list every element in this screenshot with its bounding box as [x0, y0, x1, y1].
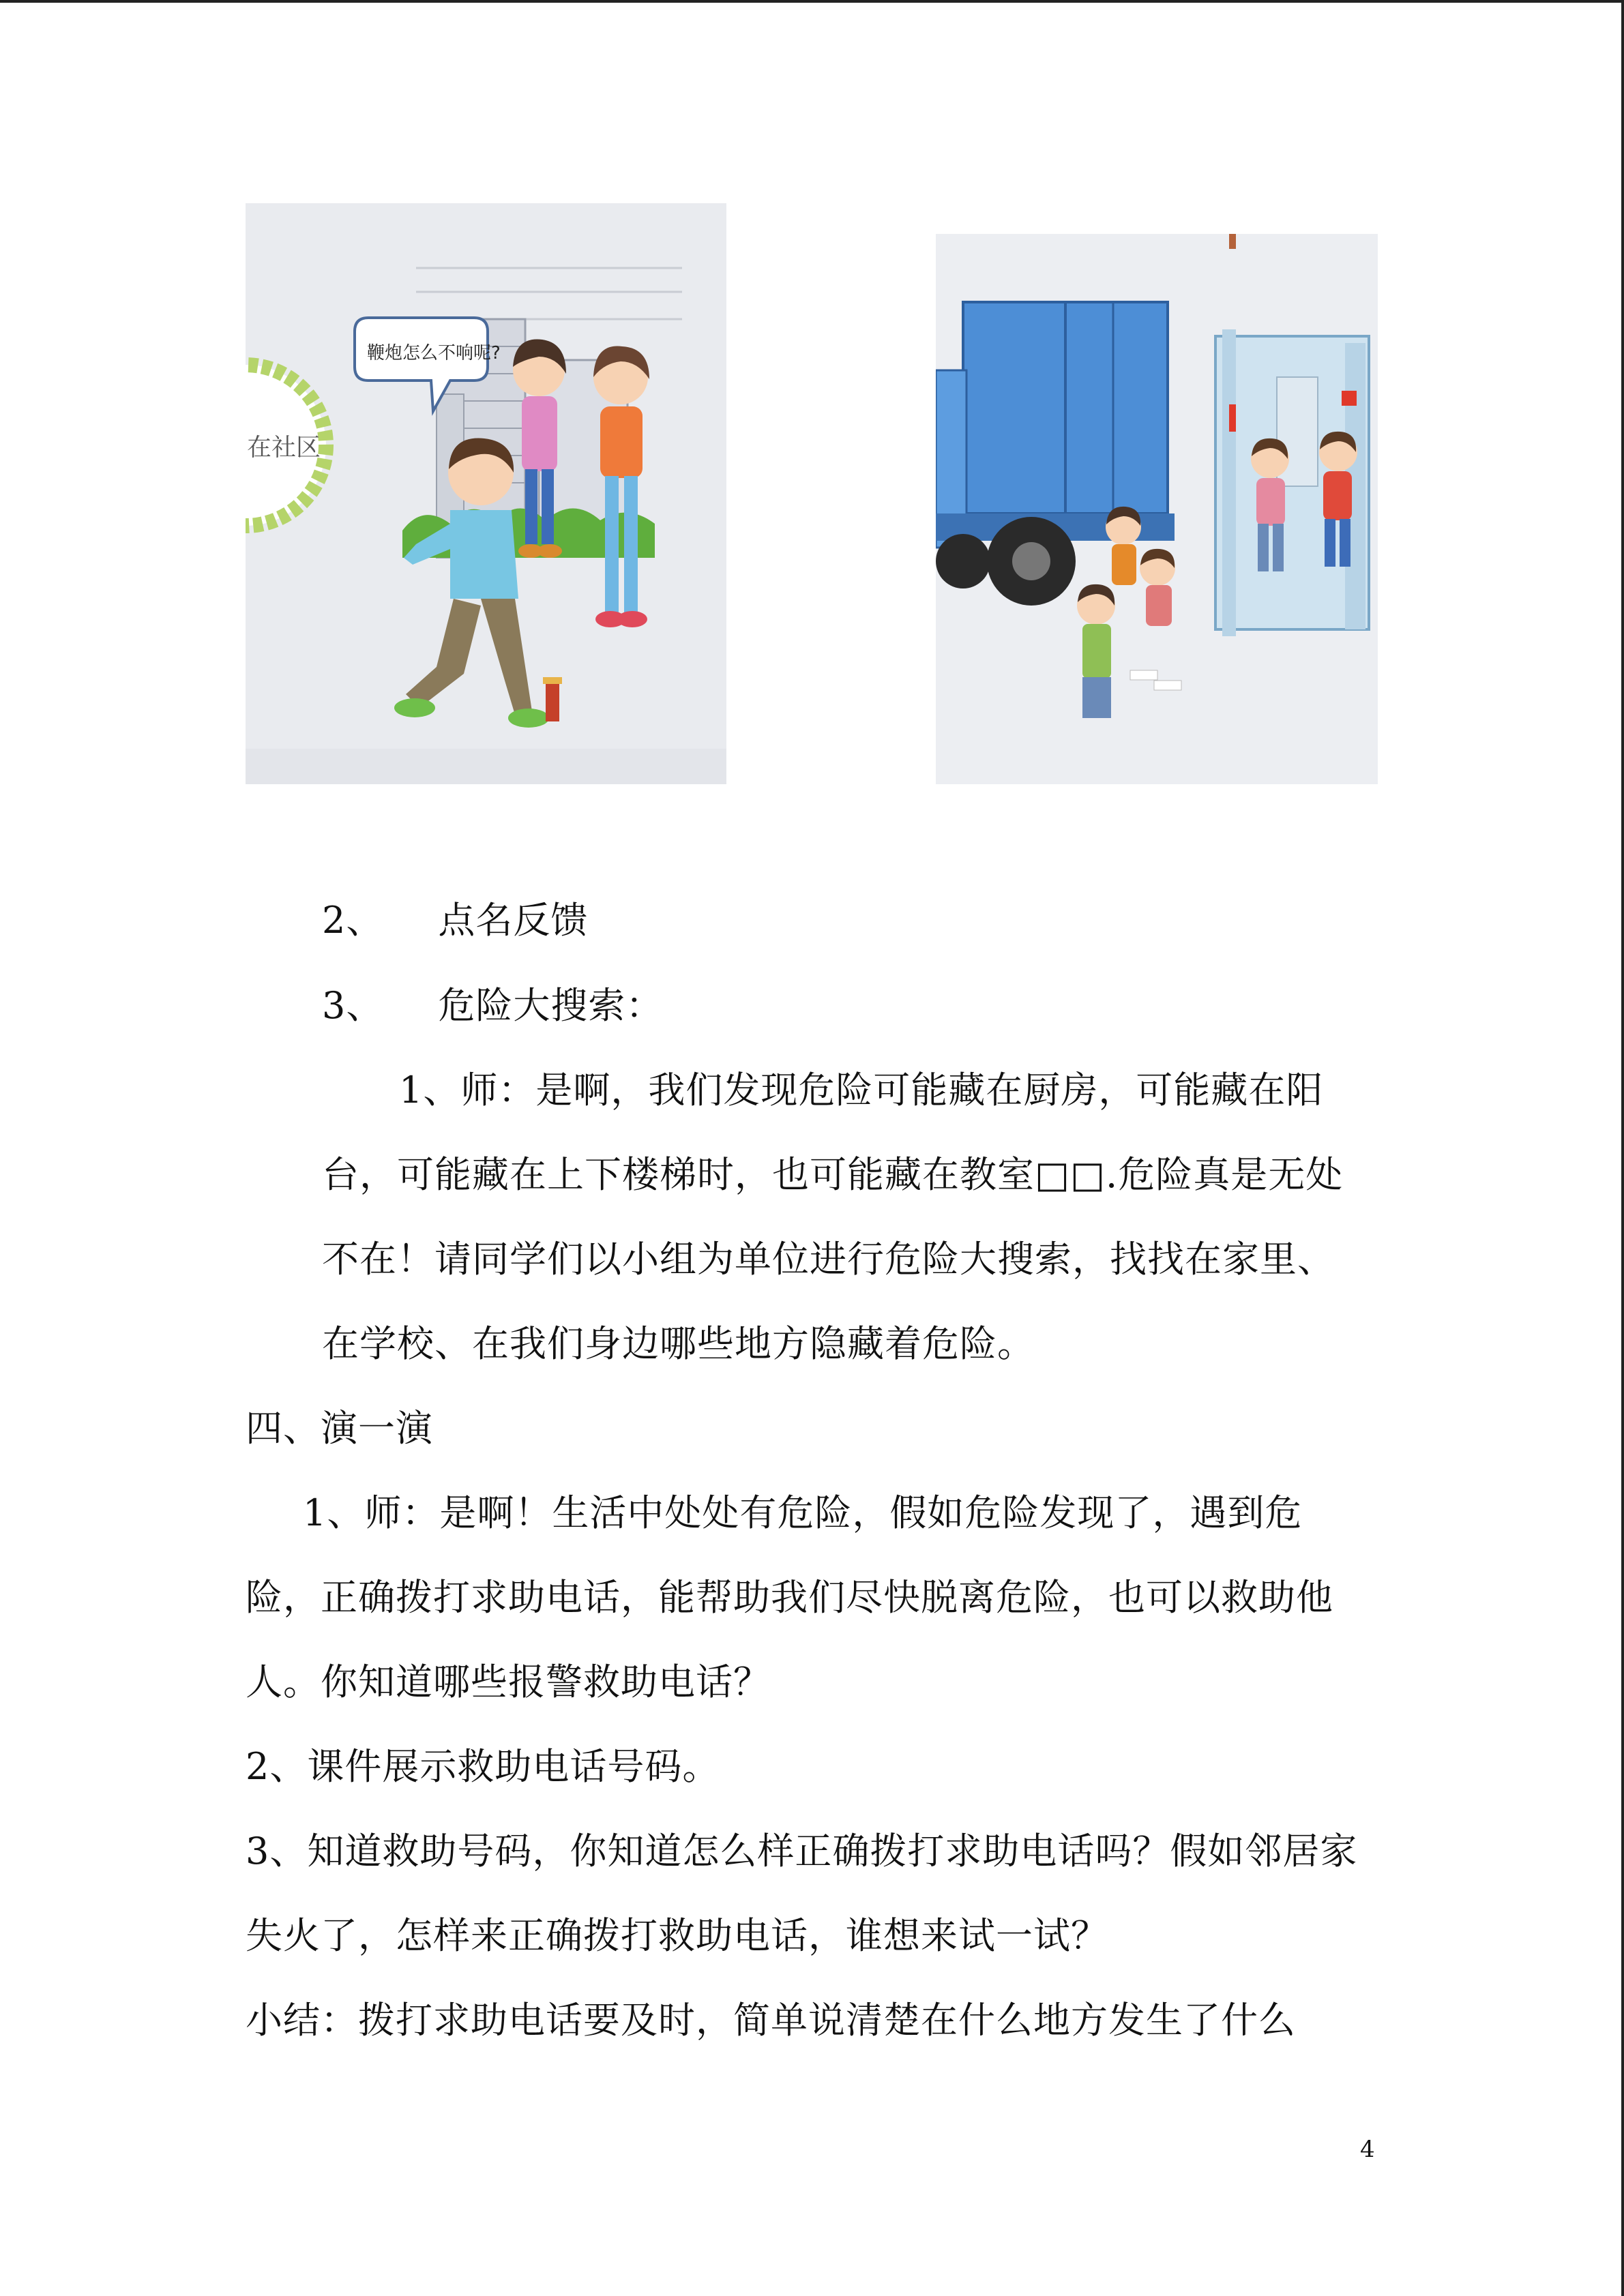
- truck-scene-drawing: [936, 234, 1378, 784]
- speech-bubble-text: 鞭炮怎么不响呢?: [367, 343, 501, 363]
- paragraph-line: 人。你知道哪些报警救助电话？: [246, 1660, 771, 1703]
- paragraph-line: 失火了，怎样来正确拨打救助电话，谁想来试一试？: [246, 1914, 1108, 1957]
- paragraph-line: 台，可能藏在上下楼梯时，也可能藏在教室□□.危险真是无处: [322, 1153, 1344, 1196]
- paragraph-line: 1、师：是啊，我们发现危险可能藏在厨房，可能藏在阳: [399, 1069, 1324, 1112]
- illustration-truck-stairwell: [936, 234, 1378, 784]
- page-border-right: [1621, 0, 1624, 2296]
- list-item-roll-call: [322, 899, 588, 942]
- list-item-number: 3、: [322, 984, 384, 1027]
- list-item-danger-search: [322, 984, 663, 1028]
- list-item-number: 2、: [322, 899, 384, 942]
- page-number: 4: [1360, 2136, 1375, 2163]
- paragraph-line: 在学校、在我们身边哪些地方隐藏着危险。: [322, 1322, 1035, 1365]
- page-border-top: [0, 0, 1624, 3]
- paragraph-line: 险，正确拨打求助电话，能帮助我们尽快脱离危险，也可以救助他: [246, 1576, 1333, 1619]
- community-scene-drawing: [246, 203, 726, 784]
- list-item-text: 危险大搜索：: [438, 984, 664, 1027]
- illustration-community-firecracker: [246, 203, 726, 784]
- badge-label: 在社区: [247, 434, 321, 462]
- paragraph-line: 1、师：是啊！生活中处处有危险，假如危险发现了，遇到危: [303, 1491, 1303, 1534]
- paragraph-line: 不在！请同学们以小组为单位进行危险大搜索，找找在家里、: [322, 1238, 1335, 1281]
- list-item-text: 点名反馈: [438, 899, 589, 942]
- summary-line: 小结：拨打求助电话要及时，简单说清楚在什么地方发生了什么: [246, 1999, 1296, 2042]
- section-heading: 四、演一演: [246, 1407, 433, 1450]
- paragraph-line: 3、知道救助号码，你知道怎么样正确拨打求助电话吗？假如邻居家: [246, 1830, 1358, 1873]
- courseware-line: 2、课件展示救助电话号码。: [246, 1745, 720, 1788]
